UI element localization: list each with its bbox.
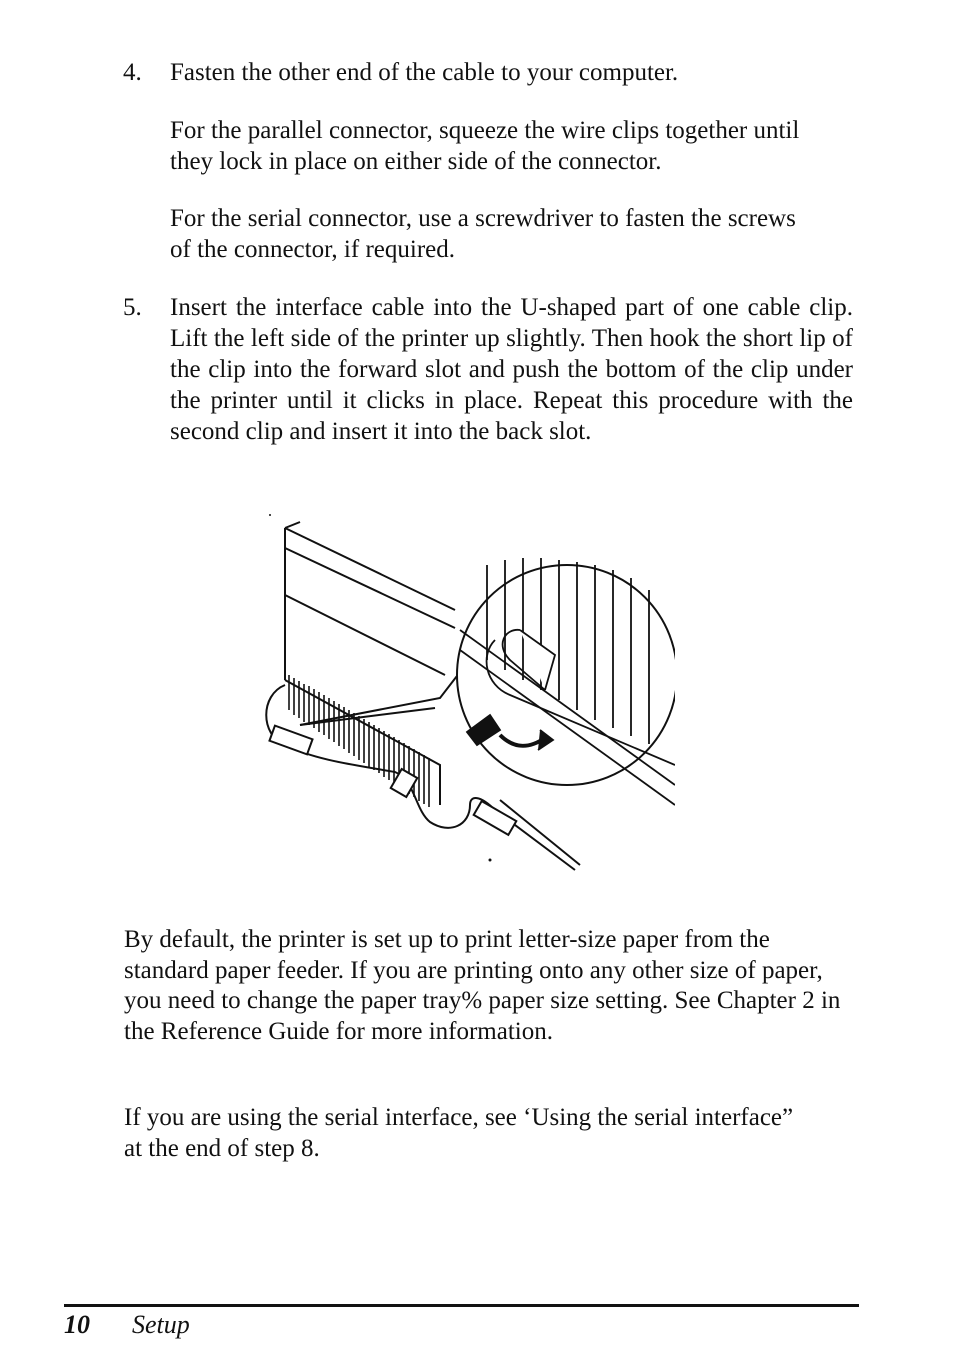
step-body: [170, 292, 853, 447]
printer-edge: [285, 522, 300, 528]
cable-clip-back: [474, 801, 517, 835]
step-number: 5.: [123, 294, 142, 321]
step-body: [170, 115, 840, 177]
step-instruction: Insert the interface cable into the U-shaped part of one cable clip. Lift the left side of the printer up slightly. Then hook the short lip of the clip into the forward slot and push the bottom of the clip under the printer until it clicks in place. Repeat this procedure with the second clip and insert it into the back slot.: [170, 294, 853, 445]
footer-rule: [64, 1304, 859, 1307]
parallel-connector-text: For the parallel connector, squeeze the wire clips together until they lock in place on either side of the connector.: [170, 117, 800, 175]
step-body: [170, 57, 853, 88]
cable-clip-front: [269, 726, 312, 755]
default-paper-paragraph: By default, the printer is set up to print letter-size paper from the standard paper feeder. If you are printing onto any other size of paper, you need to change the paper tray% paper size setting. See Chapter 2 in the Reference Guide for more information.: [124, 926, 841, 1045]
step-body: [170, 203, 820, 265]
serial-connector-text: For the serial connector, use a screwdriver to fasten the screws of the connector, if required.: [170, 205, 796, 263]
cable-clip-illustration: [255, 510, 675, 880]
printer-top-edge: [285, 528, 455, 610]
step-instruction: Fasten the other end of the cable to your computer.: [170, 59, 679, 86]
page-number: 10: [64, 1310, 90, 1339]
section-title: Setup: [132, 1310, 190, 1339]
step-number: 4.: [123, 59, 142, 86]
serial-interface-paragraph: If you are using the serial interface, see ‘Using the serial interface” at the end of step 8.: [124, 1104, 794, 1162]
